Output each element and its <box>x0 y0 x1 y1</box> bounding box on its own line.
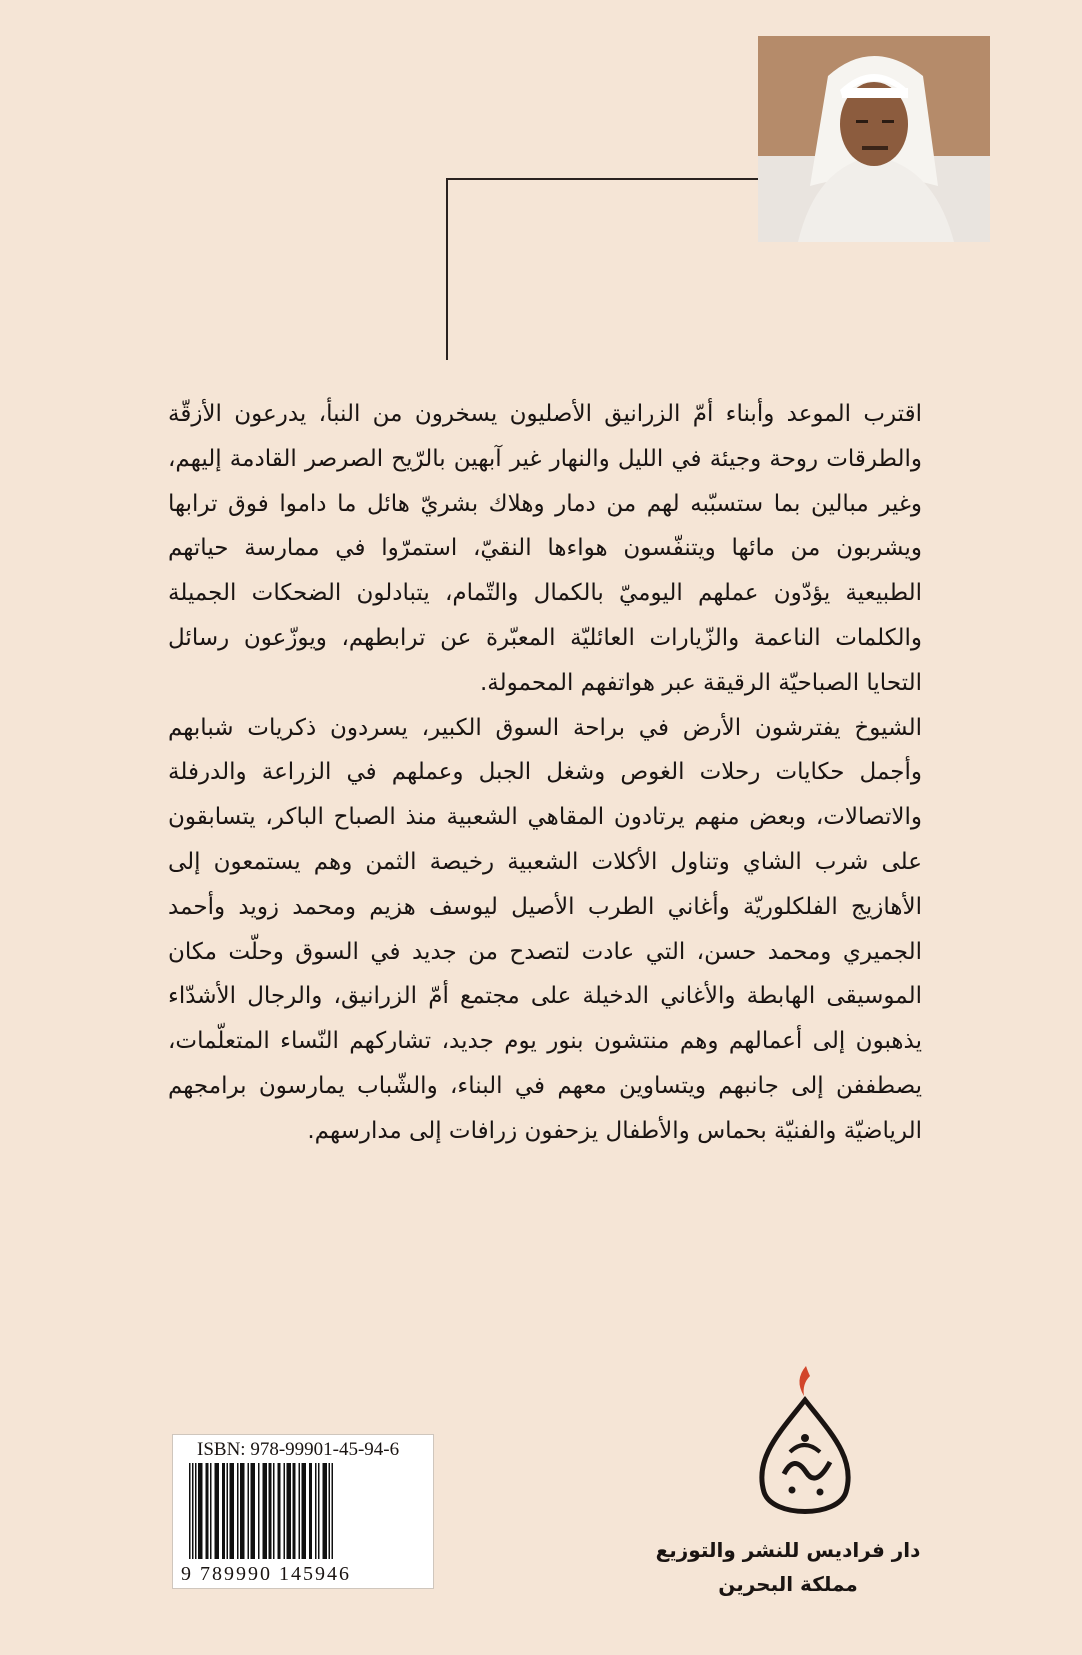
barcode-bar <box>287 1463 292 1559</box>
barcode-bar <box>315 1463 317 1559</box>
barcode-bar <box>263 1463 268 1559</box>
barcode-bar <box>251 1463 256 1559</box>
barcode-bar <box>240 1463 245 1559</box>
barcode-bar <box>210 1463 212 1559</box>
barcode-bar <box>323 1463 328 1559</box>
blurb-text <box>168 392 922 1154</box>
barcode-bar <box>189 1463 191 1559</box>
barcode-bar <box>192 1463 194 1559</box>
barcode-bar <box>237 1463 239 1559</box>
barcode-bar <box>273 1463 275 1559</box>
barcode-bar <box>299 1463 301 1559</box>
barcode-bar <box>293 1463 296 1559</box>
barcode-bar <box>284 1463 286 1559</box>
barcode-digits: 9 789990 145946 <box>181 1563 351 1585</box>
barcode-bar <box>230 1463 235 1559</box>
barcode-bar <box>195 1463 197 1559</box>
blurb-paragraph: اقترب الموعد وأبناء أمّ الزرانيق الأصليون يسخرون من النبأ، يدرعون الأزقّة والطرقات روحة وجيئة في الليل والنهار غير آبهين بالرّيح الصرصر القادمة إليهم، وغير مبالين بما ستسبّبه لهم من دمار وهلاك بشريّ هائل ما داموا فوق ترابها ويشربون من مائها ويتنفّسون هواءها النقيّ، استمرّوا في ممارسة حياتهم الطبيعية يؤدّون عملهم اليوميّ بالكمال والتّمام، يتبادلون الضحكات الجميلة والكلمات الناعمة والزّيارات العائليّة المعبّرة عن ترابطهم، ويوزّعون رسائل التحايا الصباحيّة الرقيقة عبر هواتفهم المحمولة. <box>168 401 922 696</box>
barcode-bar <box>278 1463 281 1559</box>
barcode-bar <box>206 1463 209 1559</box>
barcode-bar <box>309 1463 312 1559</box>
publisher-location: مملكة البحرين <box>718 1572 858 1596</box>
publisher-name: دار فراديس للنشر والتوزيع <box>655 1538 921 1562</box>
barcode-bar <box>215 1463 220 1559</box>
barcode-bar <box>302 1463 307 1559</box>
barcode-bar <box>329 1463 331 1559</box>
barcode-bar <box>227 1463 229 1559</box>
author-portrait-image <box>758 36 990 242</box>
barcode-bar <box>198 1463 203 1559</box>
barcode-bar <box>269 1463 272 1559</box>
photo-frame-line-horizontal <box>446 178 758 180</box>
barcode-bar <box>318 1463 320 1559</box>
author-photo <box>758 36 990 242</box>
barcode-bar <box>222 1463 225 1559</box>
isbn-barcode <box>172 1434 434 1589</box>
publisher-logo-icon <box>750 1362 860 1528</box>
isbn-label: ISBN: 978-99901-45-94-6 <box>197 1439 400 1460</box>
photo-frame-line-vertical <box>446 178 448 360</box>
blurb-paragraph: الشيوخ يفترشون الأرض في براحة السوق الكبير، يسردون ذكريات شبابهم وأجمل حكايات رحلات الغوص وشغل الجبل وعملهم في الزراعة والدرفلة والاتصالات، وبعض منهم يرتادون المقاهي الشعبية منذ الصباح الباكر، يتسابقون على شرب الشاي وتناول الأكلات الشعبية رخيصة الثمن وهم يستمعون إلى الأهازيج الفلكلوريّة وأغاني الطرب الأصيل ليوسف هزيم ومحمد زويد وأحمد الجميري ومحمد حسن، التي عادت لتصدح من جديد في السوق وحلّت مكان الموسيقى الهابطة والأغاني الدخيلة على مجتمع أمّ الزرانيق، والرجال الأشدّاء يذهبون إلى أعمالهم وهم منتشون بنور يوم جديد، تشاركهم النّساء المتعلّمات، يصطففن إلى جانبهم ويتساوين معهم في البناء، والشّباب يمارسون برامجهم الرياضيّة والفنيّة بحماس والأطفال يزحفون زرافات إلى مدارسهم. <box>168 714 922 1144</box>
publisher-info <box>640 1533 936 1601</box>
barcode-bar <box>248 1463 250 1559</box>
barcode-bar <box>258 1463 260 1559</box>
barcode-bars <box>185 1463 423 1563</box>
barcode-bar <box>332 1463 334 1559</box>
